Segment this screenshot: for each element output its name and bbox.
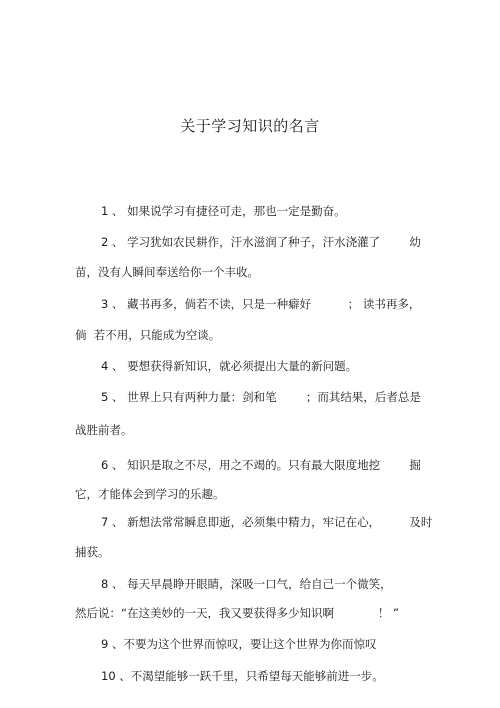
quote-2-line-2: 苗，没有人瞬间奉送给你一个丰收。	[75, 265, 259, 279]
quote-5-line-2: 战胜前者。	[75, 423, 133, 437]
quote-7-line-2: 捕获。	[75, 545, 110, 559]
quote-10-line-1: 10 、不渴望能够一跃千里，只希望每天能够前进一步。	[101, 669, 384, 683]
quote-6-line-1: 6 、 知识是取之不尽，用之不竭的。只有最大限度地挖 掘	[101, 458, 421, 472]
quote-5-line-1: 5 、 世界上只有两种力量：剑和笔 ；而其结果，后者总是	[101, 390, 421, 404]
quote-8-line-2: 然后说：“在这美妙的一天，我又要获得多少知识啊 ！ ”	[75, 606, 399, 620]
quote-2-line-1: 2 、 学习犹如农民耕作，汗水滋润了种子，汗水浇灌了 幼	[101, 235, 421, 249]
quote-3-line-1: 3 、 藏书再多，倘若不读，只是一种癖好 ； 读书再多，	[101, 297, 421, 311]
quote-4-line-1: 4 、 要想获得新知识，就必须提出大量的新问题。	[101, 359, 358, 373]
quote-6-line-2: 它，才能体会到学习的乐趣。	[75, 487, 225, 501]
quote-1-line-1: 1 、 如果说学习有捷径可走，那也一定是勤奋。	[101, 204, 346, 218]
quote-3-line-2: 倘 若不用，只能成为空谈。	[75, 328, 221, 342]
quote-8-line-1: 8 、 每天早晨睁开眼睛，深吸一口气，给自己一个微笑，	[101, 577, 392, 591]
document-title: 关于学习知识的名言	[180, 117, 320, 135]
quote-9-line-1: 9 、不要为这个世界而惊叹，要让这个世界为你而惊叹	[101, 637, 377, 651]
quote-7-line-1: 7 、 新想法常常瞬息即逝，必须集中精力，牢记在心， 及时	[101, 515, 433, 529]
